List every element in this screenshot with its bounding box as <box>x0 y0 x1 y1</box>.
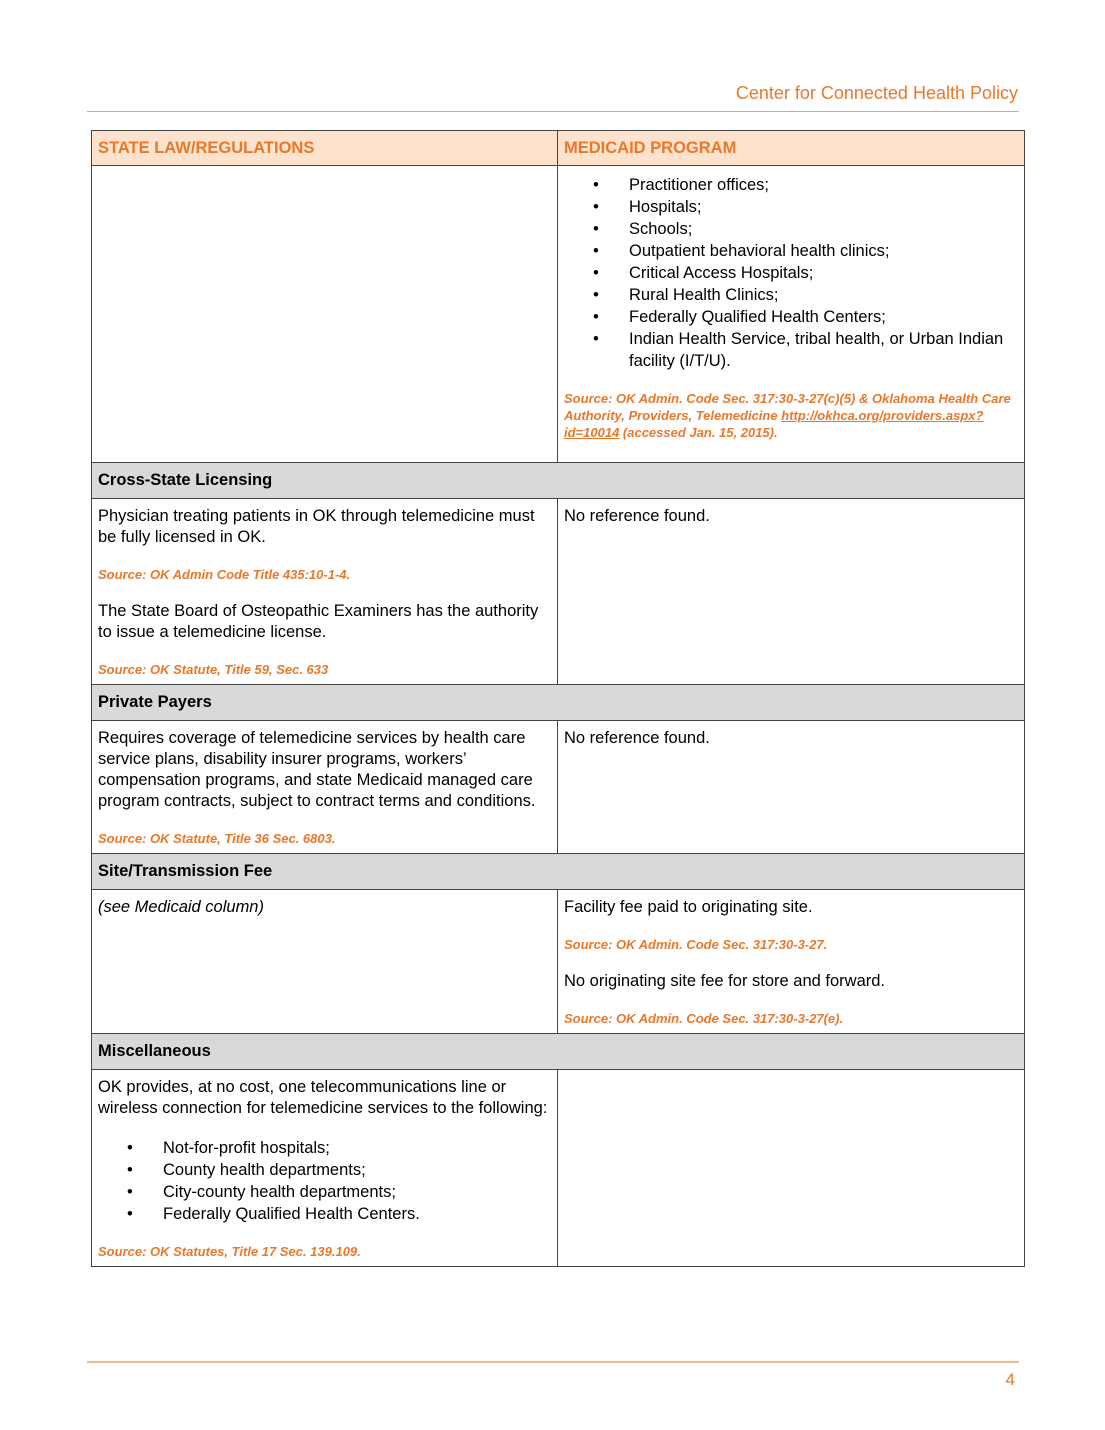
policy-table <box>91 130 1025 1267</box>
table-header-row <box>92 131 1025 166</box>
list-item: • Federally Qualified Health Centers. <box>163 1203 551 1225</box>
document-header-title: Center for Connected Health Policy <box>735 83 1018 103</box>
list-item: • County health departments; <box>163 1159 551 1181</box>
okhca-link[interactable]: http://okhca.org/providers.aspx?id=10014 <box>564 408 984 440</box>
body-text: OK provides, at no cost, one telecommunications line or wireless connection for telemedicine services to the following: <box>98 1078 548 1117</box>
body-text: The State Board of Osteopathic Examiners has the authority to issue a telemedicine license. <box>98 602 539 641</box>
list-item: • Indian Health Service, tribal health, or Urban Indian facility (I/T/U). <box>629 328 1018 372</box>
medicaid-cell <box>558 890 1025 1034</box>
recipients-list <box>98 1137 551 1225</box>
table-row <box>92 499 1025 685</box>
eligible-sites-list <box>564 174 1018 372</box>
table-row <box>92 1070 1025 1267</box>
footer-divider <box>87 1361 1019 1363</box>
list-item: • Not-for-profit hospitals; <box>163 1137 551 1159</box>
section-title: Site/Transmission Fee <box>92 854 1025 890</box>
source-citation: Source: OK Admin. Code Sec. 317:30-3-27(c)(5) & Oklahoma Health Care Authority, Providers, Telemedicine http://okhca.org/providers.aspx?id=10014 (accessed Jan. 15, 2015). <box>564 391 1011 440</box>
list-item: • Practitioner offices; <box>629 174 1018 196</box>
list-item: • Outpatient behavioral health clinics; <box>629 240 1018 262</box>
section-row-private-payers <box>92 685 1025 721</box>
body-text: Requires coverage of telemedicine services by health care service plans, disability insurer programs, workers’ compensation programs, and state Medicaid managed care program contracts, subject to contract terms and conditions. <box>98 729 536 810</box>
medicaid-cell: No reference found. <box>558 499 1025 685</box>
source-citation: Source: OK Statutes, Title 17 Sec. 139.109. <box>98 1244 361 1259</box>
source-citation: Source: OK Admin. Code Sec. 317:30-3-27(e). <box>564 1011 844 1026</box>
section-row-site-transmission-fee <box>92 854 1025 890</box>
list-item: • Hospitals; <box>629 196 1018 218</box>
table-row <box>92 721 1025 854</box>
list-item: • Rural Health Clinics; <box>629 284 1018 306</box>
section-row-cross-state-licensing <box>92 463 1025 499</box>
section-title: Private Payers <box>92 685 1025 721</box>
state-law-cell <box>92 721 558 854</box>
section-title: Cross-State Licensing <box>92 463 1025 499</box>
state-law-cell <box>92 1070 558 1267</box>
body-text: No originating site fee for store and forward. <box>564 972 886 990</box>
column-header-medicaid: MEDICAID PROGRAM <box>558 131 1025 166</box>
medicaid-cell: No reference found. <box>558 721 1025 854</box>
list-item: • Federally Qualified Health Centers; <box>629 306 1018 328</box>
state-law-cell <box>92 166 558 463</box>
source-citation: Source: OK Admin Code Title 435:10-1-4. <box>98 567 351 582</box>
list-item: • City-county health departments; <box>163 1181 551 1203</box>
column-header-state-law: STATE LAW/REGULATIONS <box>92 131 558 166</box>
medicaid-cell <box>558 166 1025 463</box>
body-text: Facility fee paid to originating site. <box>564 898 813 916</box>
source-citation: Source: OK Statute, Title 36 Sec. 6803. <box>98 831 336 846</box>
body-text: Physician treating patients in OK through telemedicine must be fully licensed in OK. <box>98 507 535 546</box>
list-item: • Schools; <box>629 218 1018 240</box>
table-row <box>92 890 1025 1034</box>
state-law-cell: (see Medicaid column) <box>92 890 558 1034</box>
page-number: 4 <box>1005 1370 1015 1389</box>
list-item: • Critical Access Hospitals; <box>629 262 1018 284</box>
source-citation: Source: OK Statute, Title 59, Sec. 633 <box>98 662 329 677</box>
table-row <box>92 166 1025 463</box>
source-citation: Source: OK Admin. Code Sec. 317:30-3-27. <box>564 937 828 952</box>
section-title: Miscellaneous <box>92 1034 1025 1070</box>
header-divider <box>87 111 1019 112</box>
medicaid-cell <box>558 1070 1025 1267</box>
section-row-miscellaneous <box>92 1034 1025 1070</box>
state-law-cell <box>92 499 558 685</box>
